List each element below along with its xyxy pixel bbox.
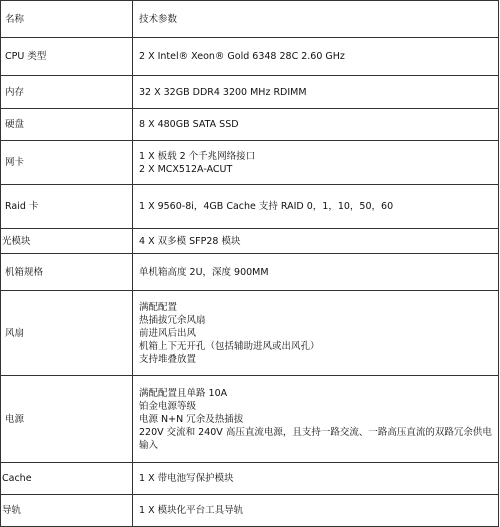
row-name-cell: 机箱规格 [1,254,133,291]
value-line: 单机箱高度 2U，深度 900MM [139,266,269,278]
row-name-cell: 网卡 [1,141,133,185]
value-line: 铂金电源等级 [139,400,197,412]
row-value-cell [133,254,499,291]
table-row-memory [1,76,499,109]
value-line: 前进风后出风 [139,327,197,339]
row-value-cell [133,463,499,495]
table-row-rail [1,495,499,527]
row-name-cell: 内存 [1,76,133,109]
value-line: 支持堆叠放置 [139,353,197,365]
row-value-cell [133,185,499,229]
row-name-cell: 硬盘 [1,109,133,141]
row-value-cell [133,76,499,109]
table-row-fan [1,291,499,376]
table-row-cpu [1,38,499,76]
row-name-cell: 风扇 [1,291,133,376]
row-value-cell [133,141,499,185]
value-line: 32 X 32GB DDR4 3200 MHz RDIMM [139,86,307,98]
row-value-cell [133,495,499,527]
table-row-nic [1,141,499,185]
table-row-cache [1,463,499,495]
header-name-cell: 名称 [1,1,133,38]
row-name-cell: 光模块 [1,229,133,254]
row-value-cell [133,109,499,141]
table-header-row [1,1,499,38]
table-row-optical-module [1,229,499,254]
row-name-cell: Raid 卡 [1,185,133,229]
row-value-cell [133,376,499,463]
value-line: 220V 交流和 240V 高压直流电源，且支持一路交流、一路高压直流的双路冗余供电输入 [139,426,492,451]
row-name-cell: 电源 [1,376,133,463]
value-line: 1 X 带电池写保护模块 [139,473,234,484]
value-line: 机箱上下无开孔（包括辅助进风或出风孔） [139,340,320,352]
value-line: 2 X Intel® Xeon® Gold 6348 28C 2.60 GHz [139,51,345,62]
value-line: 1 X 9560-8i，4GB Cache 支持 RAID 0，1，10，50，60 [139,201,394,212]
row-name-cell: Cache [1,463,133,495]
row-name-cell: 导轨 [1,495,133,527]
header-value-cell: 技术参数 [133,1,499,38]
value-line: 满配配置且单路 10A [139,387,228,399]
value-line: 8 X 480GB SATA SSD [139,119,239,130]
value-line: 1 X 模块化平台工具导轨 [139,505,244,516]
row-value-cell [133,38,499,76]
value-line: 2 X MCX512A-ACUT [139,163,233,175]
table-row-disk [1,109,499,141]
value-line: 4 X 双多模 SFP28 模块 [139,235,241,247]
table-row-power-supply [1,376,499,463]
table-row-raid [1,185,499,229]
row-value-cell [133,229,499,254]
value-line: 满配配置 [139,301,178,313]
row-value-cell [133,291,499,376]
table-row-chassis [1,254,499,291]
value-line: 热插拔冗余风扇 [139,314,206,326]
value-line: 电源 N+N 冗余及热插拔 [139,413,244,425]
row-name-cell: CPU 类型 [1,38,133,76]
value-line: 1 X 板载 2 个千兆网络接口 [139,150,256,162]
